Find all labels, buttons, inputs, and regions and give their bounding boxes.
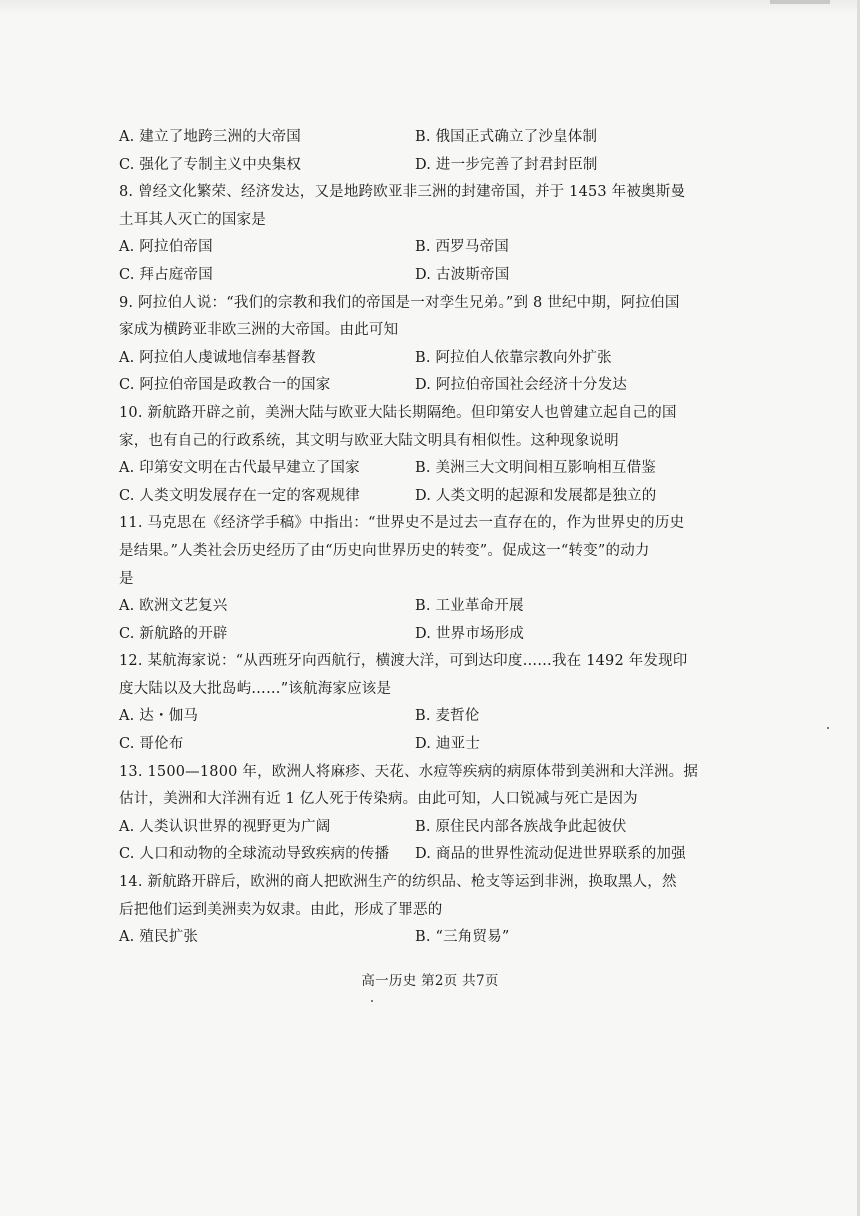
q14-stem-line-1: 14. 新航路开辟后，欧洲的商人把欧洲生产的纺织品、枪支等运到非洲，换取黑人，然 <box>119 874 677 891</box>
q9-stem-line-2: 家成为横跨亚非欧三洲的大帝国。由此可知 <box>119 322 399 339</box>
q12-option-a: A. 达・伽马 <box>119 708 199 725</box>
q9-option-c: C. 阿拉伯帝国是政教合一的国家 <box>119 377 331 394</box>
q7-options-row-1 <box>119 124 709 152</box>
q10-stem-line-1: 10. 新航路开辟之前，美洲大陆与欧亚大陆长期隔绝。但印第安人也曾建立起自己的国 <box>119 404 677 421</box>
q8-stem-line-2: 土耳其人灭亡的国家是 <box>119 211 266 228</box>
q8-option-c: C. 拜占庭帝国 <box>119 266 213 283</box>
q7-option-b: B. 俄国正式确立了沙皇体制 <box>415 129 598 145</box>
q13-options-row-1 <box>119 814 709 842</box>
q13-option-b: B. 原住民内部各族战争此起彼伏 <box>415 818 627 835</box>
q12-stem-line-2: 度大陆以及大批岛屿……”该航海家应该是 <box>119 680 392 697</box>
q10-options-row-1 <box>119 455 709 483</box>
q11-stem-line-1: 11. 马克思在《经济学手稿》中指出：“世界史不是过去一直存在的，作为世界史的历史 <box>119 515 685 532</box>
q7-option-d: D. 进一步完善了封君封臣制 <box>415 156 598 173</box>
q8-option-a: A. 阿拉伯帝国 <box>119 239 213 256</box>
q12-stem-line-1: 12. 某航海家说：“从西班牙向西航行，横渡大洋，可到达印度……我在 1492 年发现印 <box>119 653 688 670</box>
q14-stem-line-2: 后把他们运到美洲卖为奴隶。由此，形成了罪恶的 <box>119 901 443 918</box>
q13-options-row-2 <box>119 841 709 869</box>
q8-option-d: D. 古波斯帝国 <box>415 266 510 283</box>
scan-edge-mark <box>770 0 830 4</box>
q14-option-b: B. “三角贸易” <box>415 929 510 946</box>
q14-option-a: A. 殖民扩张 <box>119 929 199 946</box>
q13-stem-line-2: 估计，美洲和大洋洲有近 1 亿人死于传染病。由此可知，人口锐减与死亡是因为 <box>119 791 638 808</box>
q9-option-b: B. 阿拉伯人依靠宗教向外扩张 <box>415 349 612 366</box>
q14-options-row-1 <box>119 924 709 952</box>
q13-option-a: A. 人类认识世界的视野更为广阔 <box>119 818 331 835</box>
q9-options-row-1 <box>119 345 709 373</box>
q9-option-a: A. 阿拉伯人虔诚地信奉基督教 <box>119 349 316 366</box>
q10-option-c: C. 人类文明发展存在一定的客观规律 <box>119 487 360 504</box>
q11-option-b: B. 工业革命开展 <box>415 598 524 615</box>
q12-options-row-1 <box>119 703 709 731</box>
q9-stem-line-1: 9. 阿拉伯人说：“我们的宗教和我们的帝国是一对孪生兄弟。”到 8 世纪中期，阿拉伯国 <box>119 294 680 311</box>
questions-column <box>119 124 709 952</box>
q12-options-row-2 <box>119 731 709 759</box>
q12-option-b: B. 麦哲伦 <box>415 708 480 725</box>
q12-option-d: D. 迪亚士 <box>415 736 481 753</box>
q8-stem-line-1: 8. 曾经文化繁荣、经济发达，又是地跨欧亚非三洲的封建帝国，并于 1453 年被奥斯曼 <box>119 184 686 201</box>
q11-options-row-2 <box>119 621 709 649</box>
q8-option-b: B. 西罗马帝国 <box>415 239 509 256</box>
q10-options-row-2 <box>119 483 709 511</box>
q11-options-row-1 <box>119 593 709 621</box>
q13-option-c: C. 人口和动物的全球流动导致疾病的传播 <box>119 846 390 863</box>
q12-option-c: C. 哥伦布 <box>119 736 184 753</box>
q9-option-d: D. 阿拉伯帝国社会经济十分发达 <box>415 377 628 394</box>
q11-option-d: D. 世界市场形成 <box>415 625 525 642</box>
q10-option-d: D. 人类文明的起源和发展都是独立的 <box>415 487 657 504</box>
q11-stem-line-3: 是 <box>119 570 134 587</box>
q13-option-d: D. 商品的世界性流动促进世界联系的加强 <box>415 846 686 863</box>
q8-options-row-2 <box>119 262 709 290</box>
q9-options-row-2 <box>119 372 709 400</box>
q11-option-c: C. 新航路的开辟 <box>119 625 228 642</box>
q13-stem-line-1: 13. 1500—1800 年，欧洲人将麻疹、天花、水痘等疾病的病原体带到美洲和大洋洲。据 <box>119 763 699 780</box>
q10-stem-line-2: 家，也有自己的行政系统，其文明与欧亚大陆文明具有相似性。这种现象说明 <box>119 432 619 449</box>
page-footer: 高一历史 第2页 共7页 <box>361 973 499 989</box>
q10-option-b: B. 美洲三大文明间相互影响相互借鉴 <box>415 460 656 477</box>
q7-options-row-2 <box>119 152 709 180</box>
scan-speck <box>371 1000 373 1002</box>
q11-stem-line-2: 是结果。”人类社会历史经历了由“历史向世界历史的转变”。促成这一“转变”的动力 <box>119 542 650 559</box>
q7-option-c: C. 强化了专制主义中央集权 <box>119 156 302 173</box>
scan-speck <box>827 727 829 729</box>
q10-option-a: A. 印第安文明在古代最早建立了国家 <box>119 460 360 477</box>
q7-option-a: A. 建立了地跨三洲的大帝国 <box>119 129 301 145</box>
q11-option-a: A. 欧洲文艺复兴 <box>119 598 228 615</box>
q8-options-row-1 <box>119 234 709 262</box>
scan-top-edge <box>0 0 860 14</box>
